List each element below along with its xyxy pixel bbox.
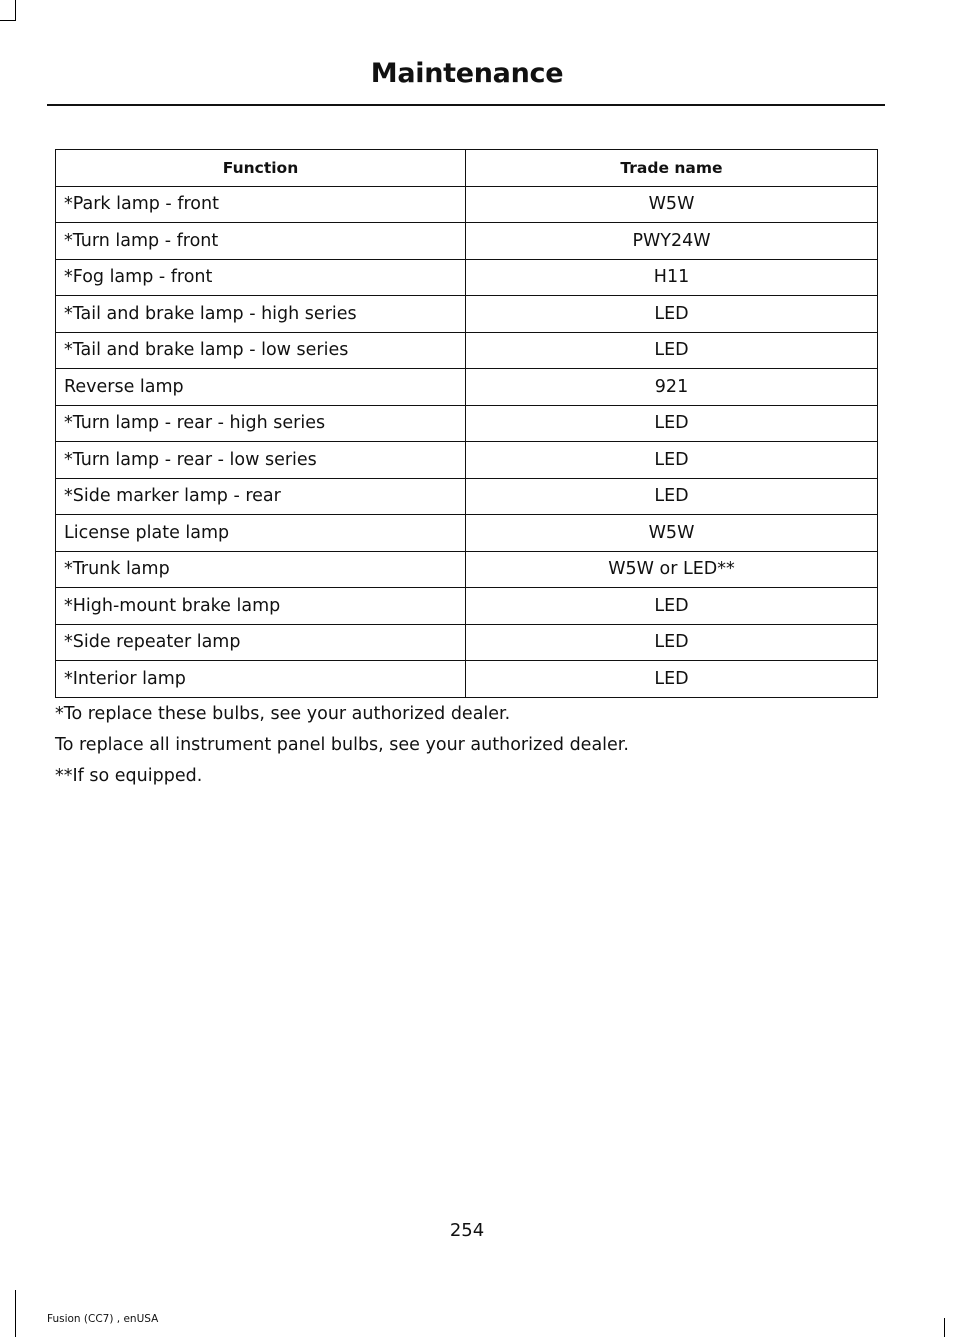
table-row: [56, 442, 878, 479]
column-header-function: Function: [56, 150, 466, 187]
cell-trade-name: LED: [466, 624, 878, 661]
table-row: [56, 259, 878, 296]
cell-function: *Turn lamp - rear - high series: [56, 405, 466, 442]
table-header-row: [56, 150, 878, 187]
column-header-trade-name: Trade name: [466, 150, 878, 187]
cell-trade-name: H11: [466, 259, 878, 296]
table-row: [56, 661, 878, 698]
footnotes: [55, 704, 885, 797]
crop-mark: [15, 1290, 16, 1337]
cell-trade-name: W5W: [466, 186, 878, 223]
table-row: [56, 186, 878, 223]
cell-trade-name: W5W or LED**: [466, 551, 878, 588]
footnote-instrument-panel: To replace all instrument panel bulbs, see your authorized dealer.: [55, 735, 629, 755]
cell-trade-name: LED: [466, 661, 878, 698]
cell-trade-name: 921: [466, 369, 878, 406]
cell-trade-name: LED: [466, 442, 878, 479]
title-divider: [47, 104, 885, 106]
cell-function: *Trunk lamp: [56, 551, 466, 588]
table-row: [56, 223, 878, 260]
cell-function: *Turn lamp - rear - low series: [56, 442, 466, 479]
cell-function: *Interior lamp: [56, 661, 466, 698]
table-row: [56, 369, 878, 406]
table-row: [56, 405, 878, 442]
cell-function: *Turn lamp - front: [56, 223, 466, 260]
crop-mark: [0, 20, 16, 21]
table-row: [56, 332, 878, 369]
cell-function: Reverse lamp: [56, 369, 466, 406]
crop-mark: [944, 1318, 945, 1337]
cell-function: *High-mount brake lamp: [56, 588, 466, 625]
cell-function: License plate lamp: [56, 515, 466, 552]
page-title: Maintenance: [370, 58, 564, 89]
cell-trade-name: LED: [466, 588, 878, 625]
table-row: [56, 296, 878, 333]
page-number: 254: [449, 1220, 485, 1241]
cell-trade-name: PWY24W: [466, 223, 878, 260]
cell-function: *Park lamp - front: [56, 186, 466, 223]
bulb-specification-table: [55, 149, 878, 698]
cell-function: *Side marker lamp - rear: [56, 478, 466, 515]
table-row: [56, 588, 878, 625]
table-row: [56, 515, 878, 552]
footnote-dealer-bulbs: *To replace these bulbs, see your authorized dealer.: [55, 704, 511, 724]
cell-trade-name: LED: [466, 332, 878, 369]
table-row: [56, 624, 878, 661]
document-footer: Fusion (CC7) , enUSA: [47, 1313, 159, 1325]
cell-function: *Fog lamp - front: [56, 259, 466, 296]
table-row: [56, 551, 878, 588]
cell-trade-name: LED: [466, 478, 878, 515]
footnote-if-equipped: **If so equipped.: [55, 766, 203, 786]
cell-function: *Tail and brake lamp - low series: [56, 332, 466, 369]
crop-mark: [15, 0, 16, 20]
table-row: [56, 478, 878, 515]
cell-trade-name: W5W: [466, 515, 878, 552]
cell-function: *Tail and brake lamp - high series: [56, 296, 466, 333]
cell-function: *Side repeater lamp: [56, 624, 466, 661]
cell-trade-name: LED: [466, 296, 878, 333]
cell-trade-name: LED: [466, 405, 878, 442]
